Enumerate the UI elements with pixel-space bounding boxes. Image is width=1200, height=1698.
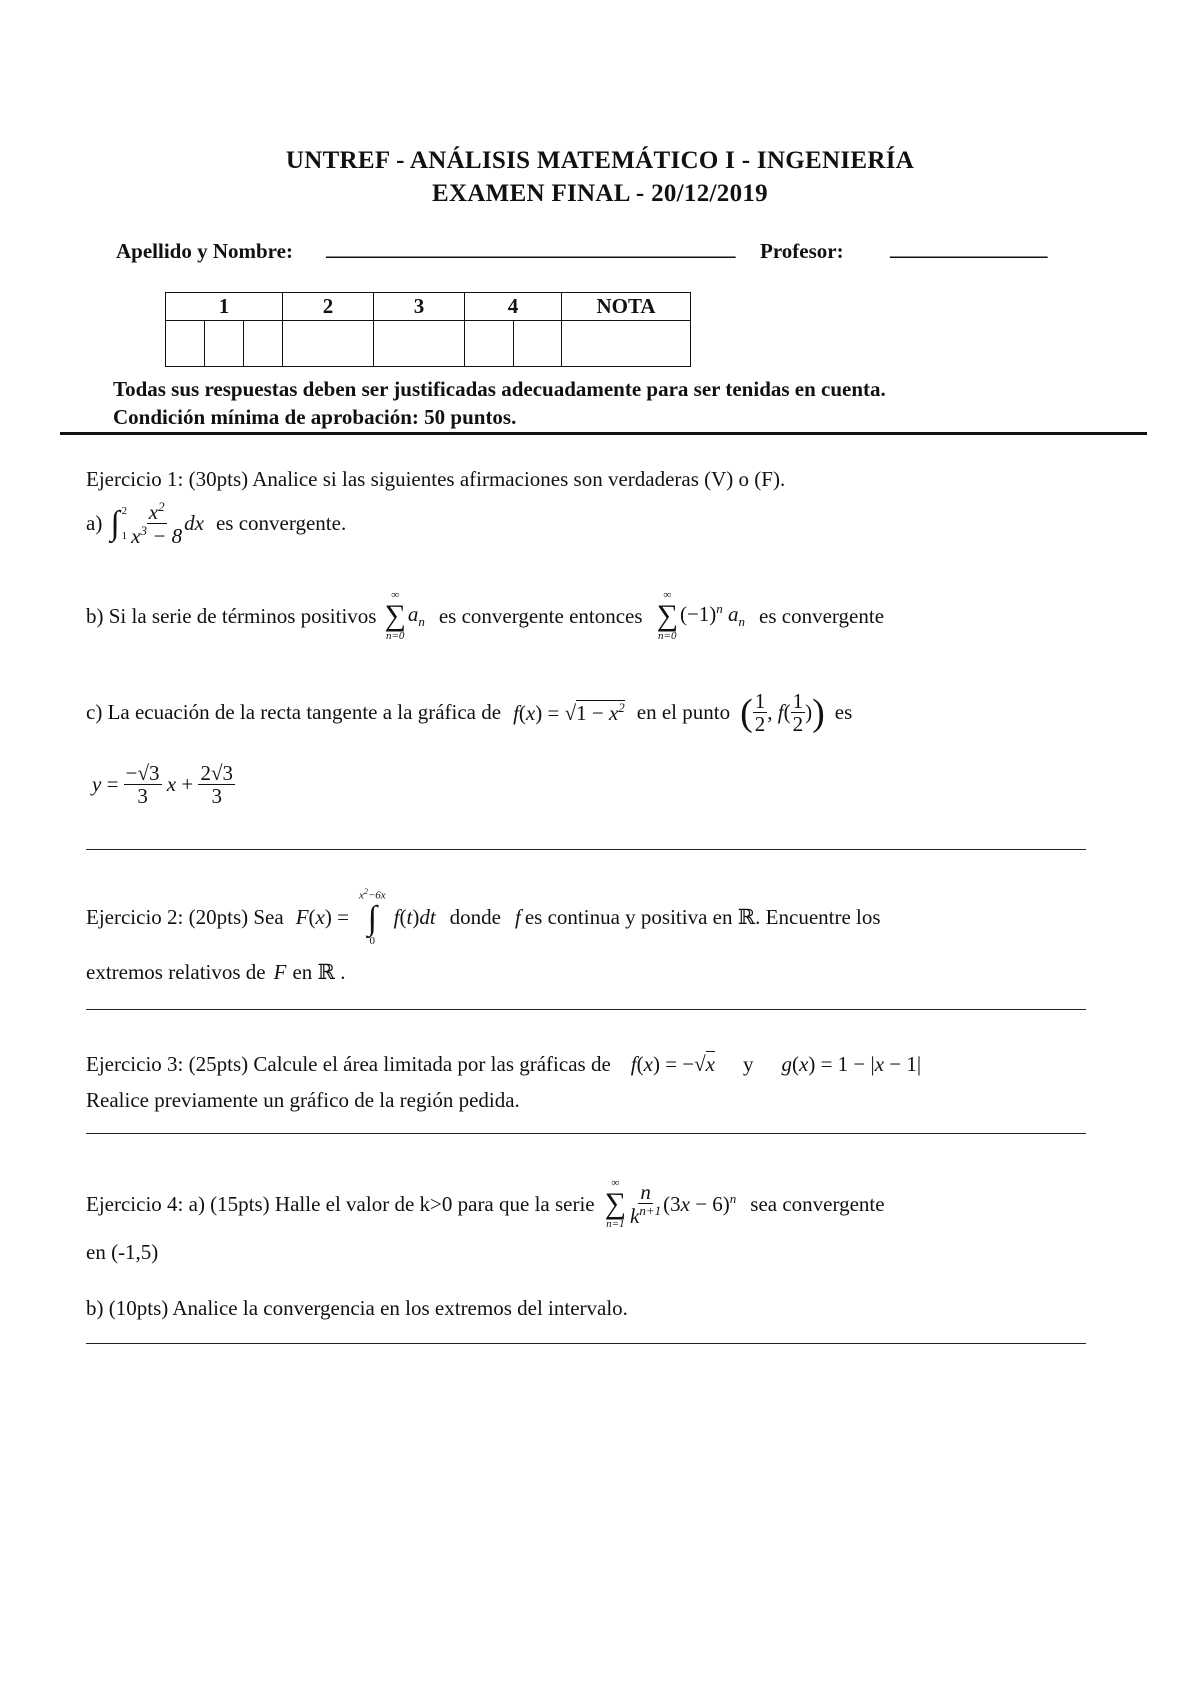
grade-cell[interactable] <box>166 321 205 367</box>
ex2-integral: $x^2-6x$ ∫ 0 <box>358 887 386 947</box>
exam-title: UNTREF - ANÁLISIS MATEMÁTICO I - INGENIERÍA <box>285 147 915 174</box>
ex1-b: b) Si la serie de términos positivos ∞ ∑ n=0 $a_n$ es convergente entonces ∞ ∑ n=0 $(-1)^n$ $a_n$ es convergente <box>86 589 885 642</box>
name-blank[interactable]: _______________________________________ <box>326 236 736 260</box>
grade-cell[interactable] <box>244 321 283 367</box>
exam-subtitle: EXAMEN FINAL - 20/12/2019 <box>432 180 768 207</box>
professor-label: Profesor: <box>760 239 844 263</box>
divider-ex3 <box>86 1133 1086 1134</box>
grade-cell[interactable] <box>283 321 374 367</box>
ex1-b-sum-alt: ∞ ∑ n=0 <box>656 589 678 642</box>
ex3-line2: Realice previamente un gráfico de la región pedida. <box>86 1088 520 1112</box>
ex2-f: f <box>515 904 521 929</box>
ex1-c-point: ( $\frac{1}{2}$ , f ( $\frac{1}{2}$ ) ) <box>740 689 825 737</box>
ex1-a-integral: ∫ 2 1 $\frac{x^2}{x^3 - 8}$ dx <box>110 499 204 549</box>
divider-ex1 <box>86 849 1086 850</box>
ex3-y: y <box>743 1052 754 1076</box>
ex2-line2-pre: extremos relativos de <box>86 960 266 984</box>
ex1-c-mid: en el punto <box>636 700 731 725</box>
instructions-line2: Condición mínima de aprobación: 50 puntos. <box>113 405 517 429</box>
ex4-pre: Ejercicio 4: a) (15pts) Halle el valor de k>0 para que la serie <box>86 1191 595 1216</box>
grade-header-1: 1 <box>166 293 283 321</box>
ex1-c <box>86 690 852 735</box>
ex3-f: f(x) = −√x <box>630 1052 715 1076</box>
ex4-line2: en (-1,5) <box>86 1240 159 1264</box>
ex1-b-sum-an: ∞ ∑ n=0 <box>384 589 406 642</box>
grade-header-2: 2 <box>283 293 374 321</box>
ex3-g: g(x) = 1 − |x − 1| <box>781 1052 922 1076</box>
grade-cell[interactable] <box>205 321 244 367</box>
grade-cell[interactable] <box>465 321 514 367</box>
name-label: Apellido y Nombre: <box>116 239 293 263</box>
ex1-b-post: es convergente <box>759 603 885 628</box>
grade-header-nota: NOTA <box>562 293 691 321</box>
ex1-a-text: es convergente. <box>215 511 347 536</box>
ex2-line1: Ejercicio 2: (20pts) Sea F(x) = $x^2-6x$ ∫ 0 f(t)dt donde f es continua y positiva en ℝ. Encuentre los <box>86 887 881 947</box>
ex4-b: b) (10pts) Analice la convergencia en los extremos del intervalo. <box>86 1296 628 1320</box>
ex4-line1: Ejercicio 4: a) (15pts) Halle el valor de k>0 para que la serie ∞ ∑ n=1 $\frac{n}{k^{n+1}}$ $(3x - 6)^n$ sea convergente <box>86 1177 885 1230</box>
divider-ex4 <box>86 1343 1086 1344</box>
grade-table <box>165 292 691 367</box>
ex2-function: F(x) = <box>295 904 349 929</box>
ex1-c-answer: y = $\frac{-√3}{3}$ x + $\frac{2√3}{3}$ <box>92 761 233 809</box>
header-divider <box>60 432 1147 435</box>
ex1-c-pre: c) La ecuación de la recta tangente a la gráfica de <box>86 700 502 725</box>
ex1-b-pre: b) Si la serie de términos positivos <box>86 603 377 628</box>
ex4-post: sea convergente <box>750 1191 885 1216</box>
ex4-sum: ∞ ∑ n=1 <box>604 1177 627 1230</box>
ex1-c-function: $f(x) = √1 - x^2$ <box>513 699 625 725</box>
grade-header-4: 4 <box>465 293 562 321</box>
grade-cell[interactable] <box>513 321 562 367</box>
grade-header-3: 3 <box>374 293 465 321</box>
ex1-a-label: a) <box>86 511 103 536</box>
ex2-post: es continua y positiva en ℝ. Encuentre los <box>524 904 881 929</box>
grade-cell[interactable] <box>374 321 465 367</box>
ex2-line2 <box>86 960 345 985</box>
ex1-intro: Ejercicio 1: (30pts) Analice si las siguientes afirmaciones son verdaderas (V) o (F). <box>86 467 786 491</box>
ex2-pre: Ejercicio 2: (20pts) Sea <box>86 904 284 929</box>
instructions-line1: Todas sus respuestas deben ser justificadas adecuadamente para ser tenidas en cuenta. <box>113 377 886 401</box>
ex2-F: F <box>273 960 287 984</box>
professor-blank[interactable]: _______________ <box>890 236 1048 260</box>
grade-cell-nota[interactable] <box>562 321 691 367</box>
ex3-pre: Ejercicio 3: (25pts) Calcule el área limitada por las gráficas de <box>86 1052 611 1076</box>
ex2-line2-post: en ℝ . <box>292 960 346 984</box>
ex2-mid: donde <box>449 904 501 929</box>
ex1-b-mid: es convergente entonces <box>438 603 643 628</box>
ex3-line1 <box>86 1052 921 1077</box>
ex1-a <box>86 500 346 547</box>
ex1-c-post: es <box>834 700 853 725</box>
divider-ex2 <box>86 1009 1086 1010</box>
